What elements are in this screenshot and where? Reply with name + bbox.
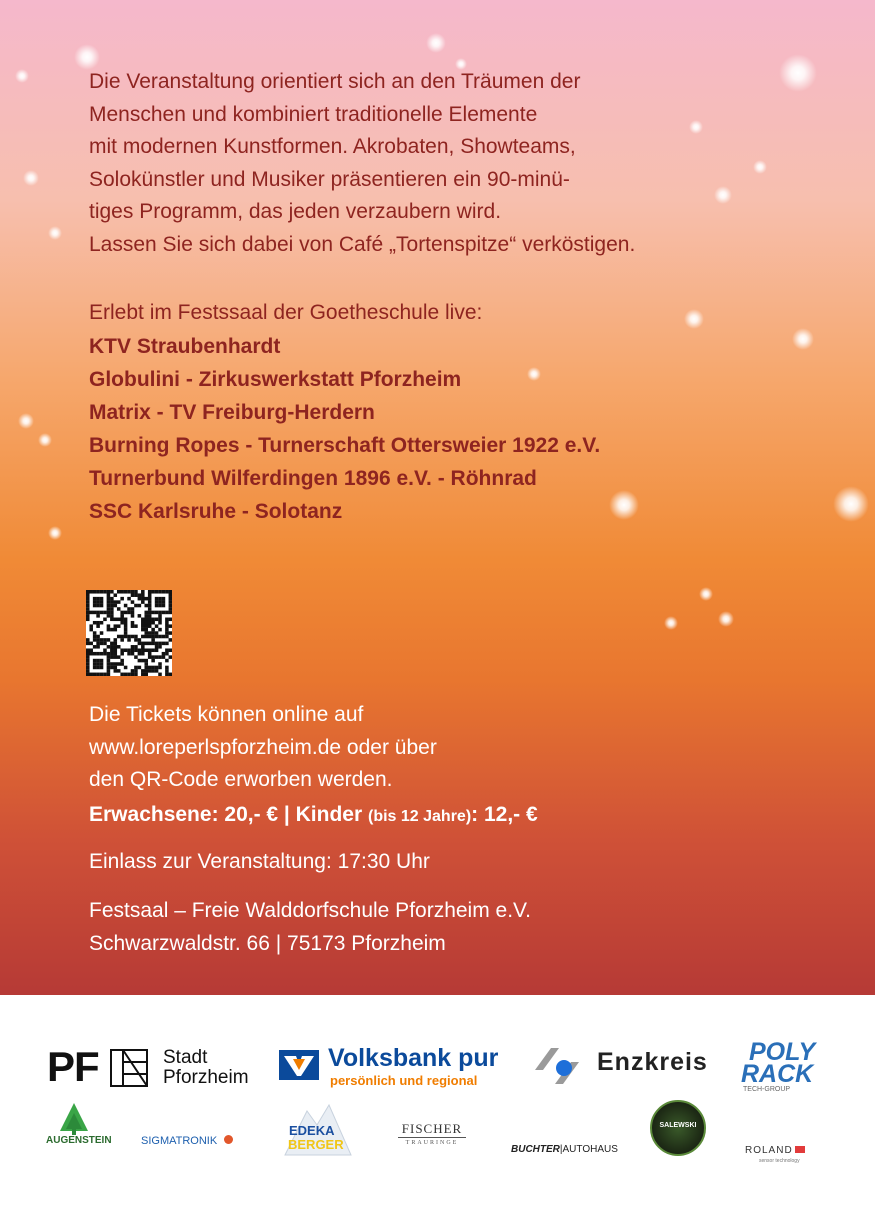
sparkle-decoration xyxy=(718,611,734,627)
stadt-line1: Stadt xyxy=(163,1047,208,1068)
buchter-divider: | xyxy=(559,1144,563,1155)
fischer-name: FISCHER xyxy=(398,1121,466,1138)
sigmatronik-icon xyxy=(224,1135,233,1144)
ticket-website-link[interactable]: www.loreperlspforzheim.de oder über xyxy=(89,735,437,759)
enzkreis-name: Enzkreis xyxy=(597,1048,708,1076)
lineup-lead: Erlebt im Festssaal der Goetheschule live: xyxy=(89,301,483,324)
sparkle-decoration xyxy=(23,170,39,186)
sparkle-decoration xyxy=(753,160,767,174)
intro-line: mit modernen Kunstformen. Akrobaten, Showteams, xyxy=(89,135,576,158)
logo-buchter-autohaus xyxy=(511,1139,618,1155)
entry-time: Einlass zur Veranstaltung: 17:30 Uhr xyxy=(89,850,430,873)
buchter-name: BUCHTER xyxy=(511,1144,560,1155)
lineup-act: Turnerbund Wilferdingen 1896 e.V. - Röhnrad xyxy=(89,467,537,490)
logo-fischer-trauringe xyxy=(398,1121,466,1151)
lineup-act: Matrix - TV Freiburg-Herdern xyxy=(89,401,375,424)
edeka-berger: BERGER xyxy=(288,1137,344,1152)
roland-name: ROLAND xyxy=(745,1145,793,1156)
volksbank-icon xyxy=(279,1050,319,1080)
ticket-qr-code[interactable] xyxy=(86,590,172,676)
logo-volksbank-pur xyxy=(279,1044,509,1090)
intro-line: Die Veranstaltung orientiert sich an den Träumen der xyxy=(89,70,581,93)
sparkle-decoration xyxy=(833,486,869,522)
pf-mark: PF xyxy=(47,1043,99,1090)
logo-roland xyxy=(745,1140,825,1164)
intro-paragraph xyxy=(89,66,729,261)
salewski-name: SALEWSKI xyxy=(659,1122,697,1129)
venue-address xyxy=(89,895,531,960)
logo-enzkreis xyxy=(533,1040,713,1090)
ticket-prices xyxy=(89,799,538,834)
sparkle-decoration xyxy=(684,309,704,329)
intro-line: Menschen und kombiniert traditionelle Elemente xyxy=(89,102,538,126)
ticket-info xyxy=(89,699,437,797)
sponsor-bar xyxy=(0,995,875,1213)
logo-stadt-pforzheim xyxy=(47,1043,257,1091)
lineup-list xyxy=(89,331,600,529)
sparkle-decoration xyxy=(48,526,62,540)
lineup-act: Burning Ropes - Turnerschaft Ottersweier 1922 e.V. xyxy=(89,434,601,457)
logo-edeka-berger xyxy=(281,1101,353,1157)
stadt-line2: Pforzheim xyxy=(163,1067,249,1088)
ticket-line: den QR-Code erworben werden. xyxy=(89,768,393,791)
sparkle-decoration xyxy=(699,587,713,601)
venue-name: Festsaal – Freie Walddorfschule Pforzheim e.V. xyxy=(89,899,531,922)
logo-salewski xyxy=(650,1100,706,1156)
volksbank-tagline: persönlich und regional xyxy=(330,1073,478,1088)
sparkle-decoration xyxy=(38,433,52,447)
roland-sub: sensor technology xyxy=(759,1158,800,1164)
sparkle-decoration xyxy=(609,490,639,520)
venue-street: Schwarzwaldstr. 66 | 75173 Pforzheim xyxy=(89,931,446,955)
pf-grid-icon xyxy=(110,1049,148,1087)
polyrack-sub: TECH-GROUP xyxy=(743,1086,791,1093)
qr-code-pattern xyxy=(86,590,172,676)
intro-line: Solokünstler und Musiker präsentieren ein 90-minü- xyxy=(89,167,570,191)
lineup-act: Globulini - Zirkuswerkstatt Pforzheim xyxy=(89,368,462,391)
sparkle-decoration xyxy=(426,33,446,53)
sparkle-decoration xyxy=(18,413,34,429)
intro-line: Lassen Sie sich dabei von Café „Tortenspitze“ verköstigen. xyxy=(89,232,636,256)
enzkreis-icon xyxy=(533,1044,587,1086)
lineup-act: KTV Straubenhardt xyxy=(89,335,281,358)
ticket-line: Die Tickets können online auf xyxy=(89,703,364,726)
sparkle-decoration xyxy=(48,226,62,240)
price-adults: Erwachsene: 20,- € | Kinder xyxy=(89,803,363,826)
intro-line: tiges Programm, das jeden verzaubern wird. xyxy=(89,200,502,223)
logo-sigmatronik xyxy=(141,1131,241,1151)
sparkle-decoration xyxy=(664,616,678,630)
augenstein-tree-icon xyxy=(60,1103,88,1135)
augenstein-name: AUGENSTEIN xyxy=(46,1135,112,1146)
polyrack-line2: RACK xyxy=(741,1060,814,1088)
polyrack-line1: POLY xyxy=(749,1038,816,1066)
edeka-name: EDEKA xyxy=(289,1123,335,1138)
price-kids-note: (bis 12 Jahre) xyxy=(368,808,472,825)
logo-augenstein xyxy=(46,1103,112,1153)
volksbank-name: Volksbank pur xyxy=(328,1044,499,1072)
sigmatronik-name: SIGMATRONIK xyxy=(141,1135,218,1147)
buchter-sub: AUTOHAUS xyxy=(562,1144,618,1155)
roland-icon xyxy=(795,1146,805,1153)
sparkle-decoration xyxy=(779,54,817,92)
fischer-sub: TRAURINGE xyxy=(405,1140,459,1146)
sparkle-decoration xyxy=(15,69,29,83)
sparkle-decoration xyxy=(792,328,814,350)
logo-polyrack xyxy=(741,1040,841,1096)
price-kids: : 12,- € xyxy=(471,803,538,826)
lineup-act: SSC Karlsruhe - Solotanz xyxy=(89,500,343,523)
